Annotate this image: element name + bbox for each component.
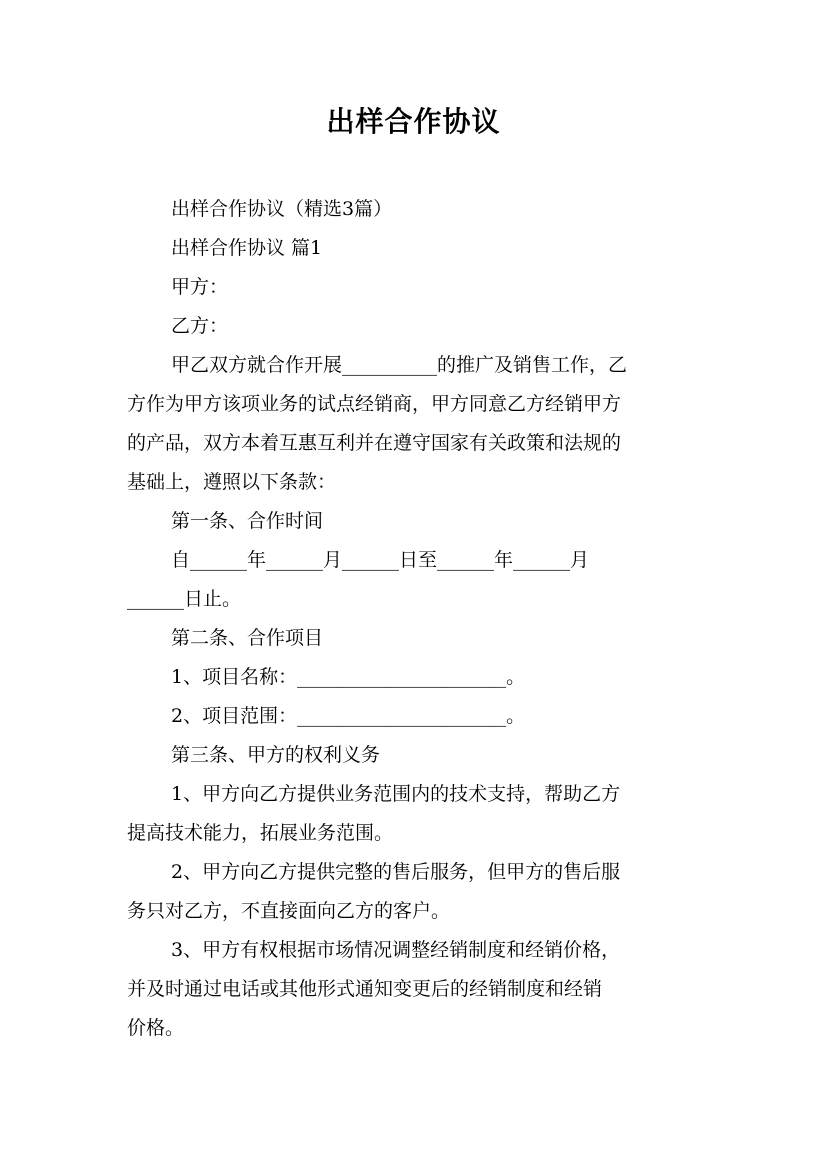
document-body [127, 190, 703, 1048]
clause-line: 2、甲方向乙方提供完整的售后服务，但甲方的售后服 [171, 861, 621, 883]
party-a-line: 甲方： [171, 276, 229, 298]
article-heading: 第二条、合作项目 [171, 627, 324, 649]
paragraph-line: 基础上，遵照以下条款： [127, 471, 337, 493]
subtitle-line: 出样合作协议（精选3篇） [171, 198, 393, 220]
clause-line: 1、甲方向乙方提供业务范围内的技术支持，帮助乙方 [171, 783, 621, 805]
project-name-line: 1、项目名称：______________________。 [171, 666, 526, 688]
clause-line: 3、甲方有权根据市场情况调整经销制度和经销价格， [171, 939, 621, 961]
date-range-line: ______日止。 [127, 588, 242, 610]
article-heading: 第一条、合作时间 [171, 510, 324, 532]
project-scope-line: 2、项目范围：______________________。 [171, 705, 526, 727]
article-heading: 第三条、甲方的权利义务 [171, 744, 381, 766]
clause-line: 并及时通过电话或其他形式通知变更后的经销制度和经销 [127, 978, 603, 1000]
paragraph-line: 甲乙双方就合作开展__________的推广及销售工作，乙 [171, 354, 628, 376]
party-b-line: 乙方： [171, 315, 229, 337]
clause-line: 价格。 [127, 1017, 185, 1039]
clause-line: 务只对乙方，不直接面向乙方的客户。 [127, 900, 451, 922]
clause-line: 提高技术能力，拓展业务范围。 [127, 822, 394, 844]
date-range-line: 自______年______月______日至______年______月 [171, 549, 590, 571]
document-title: 出样合作协议 [326, 105, 501, 138]
paragraph-line: 的产品，双方本着互惠互利并在遵守国家有关政策和法规的 [127, 432, 622, 454]
section-heading: 出样合作协议 篇1 [171, 237, 323, 259]
paragraph-line: 方作为甲方该项业务的试点经销商，甲方同意乙方经销甲方 [127, 393, 622, 415]
